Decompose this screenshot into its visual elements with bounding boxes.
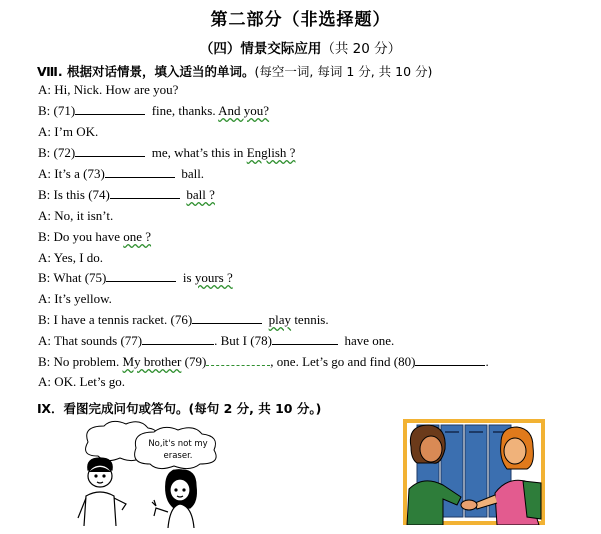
page-title: 第二部分（非选择题） [210,10,391,30]
dialogue-line [38,291,112,307]
speech-bubble-text: No,it's not my eraser. [148,439,208,461]
line-text: English ? [246,145,296,160]
dialogue-line [38,270,233,286]
section-8-scoring: (每空一词, 每词 1 分, 共 10 分) [254,64,433,79]
line-text: fine, thanks. [151,103,216,118]
speaker-label: A: [38,82,51,97]
answer-blank-76[interactable] [192,312,262,324]
line-text: one ? [123,229,152,244]
speaker-label: A: [38,333,51,348]
question-number: (73) [83,166,105,181]
line-text: It’s a [54,166,80,181]
line-text: . But I [214,333,248,348]
speaker-label: A: [38,291,51,306]
picture-2-handshake [403,419,545,525]
line-text: me, what’s this in [151,145,244,160]
line-text: It’s yellow. [54,291,112,306]
line-text: No, it isn’t. [54,208,114,223]
question-number: (71) [53,103,76,118]
speaker-label: B: [38,187,51,202]
speaker-label: A: [38,166,51,181]
line-text: I’m OK. [54,124,99,139]
dialogue-line [38,166,204,182]
line-text: . [485,354,489,369]
question-number: (76) [170,312,193,327]
question-number: (74) [88,187,110,202]
section-9-instruction: Ⅸ．看图完成问句或答句。 [37,401,189,416]
line-text: Hi, Nick. How are you? [54,82,179,97]
dialogue-line [38,250,103,266]
dialogue-line [38,333,394,349]
subtitle-main: （四）情景交际应用 [199,41,322,57]
question-number: (80) [393,354,416,369]
line-text: have one. [344,333,395,348]
line-text: Yes, I do. [53,250,104,265]
section-8-instruction: Ⅷ. 根据对话情景，填入适当的单词。 [37,64,255,79]
dialogue-line [38,208,113,224]
section-9-heading [37,399,321,417]
boy-figure [78,458,126,526]
dialogue-line [38,124,98,140]
line-text: yours ? [194,270,233,285]
answer-blank-80[interactable] [415,354,485,366]
answer-blank-72[interactable] [75,145,145,157]
dialogue-line [38,229,151,245]
line-text: , one. Let’s go and find [270,354,391,369]
speaker-label: B: [38,354,51,369]
line-text: I have a tennis racket. [53,312,168,327]
speaker-label: B: [38,145,51,160]
speaker-label: B: [38,270,51,285]
dialogue-line [38,354,489,370]
speaker-label: A: [38,250,51,265]
dialogue-line [38,103,269,119]
line-text: What [53,270,82,285]
line-text: tennis. [294,312,329,327]
picture-1-children [70,418,250,530]
speaker-label: B: [38,229,51,244]
question-number: (79) [184,354,207,369]
line-text: ball. [181,166,205,181]
question-number: (75) [84,270,107,285]
line-text: And you? [218,103,270,118]
section-8-heading [37,62,432,80]
line-text: is [182,270,192,285]
subtitle-points: （共 20 分） [321,41,402,57]
speaker-label: A: [38,374,51,389]
answer-blank-77[interactable] [142,333,214,345]
speaker-label: A: [38,208,51,223]
dialogue-line [38,312,329,328]
line-text: OK. Let’s go. [54,374,126,389]
speaker-label: A: [38,124,51,139]
question-number: (78) [250,333,272,348]
dialogue-line [38,374,125,390]
girl-figure [152,470,196,528]
line-text: play [268,312,292,327]
answer-blank-75[interactable] [106,270,176,282]
line-text: That sounds [54,333,118,348]
dialogue-line [38,145,295,161]
line-text: Is this [53,187,85,202]
answer-blank-73[interactable] [105,166,175,178]
speaker-label: B: [38,312,51,327]
dialogue-line [38,187,215,203]
answer-blank-78[interactable] [272,333,338,345]
line-text: No problem. [53,354,120,369]
answer-blank-74[interactable] [110,187,180,199]
line-text: Do you have [53,229,120,244]
line-text: ball ? [186,187,215,202]
answer-blank-71[interactable] [75,103,145,115]
question-number: (72) [53,145,76,160]
question-number: (77) [120,333,143,348]
dialogue-line [38,82,178,98]
section-9-scoring: (每句 2 分, 共 10 分。) [188,401,322,416]
handshake [461,500,477,510]
speaker-label: B: [38,103,51,118]
section-subtitle [0,37,601,57]
answer-blank-79[interactable] [206,354,270,366]
line-text: My brother [122,354,182,369]
